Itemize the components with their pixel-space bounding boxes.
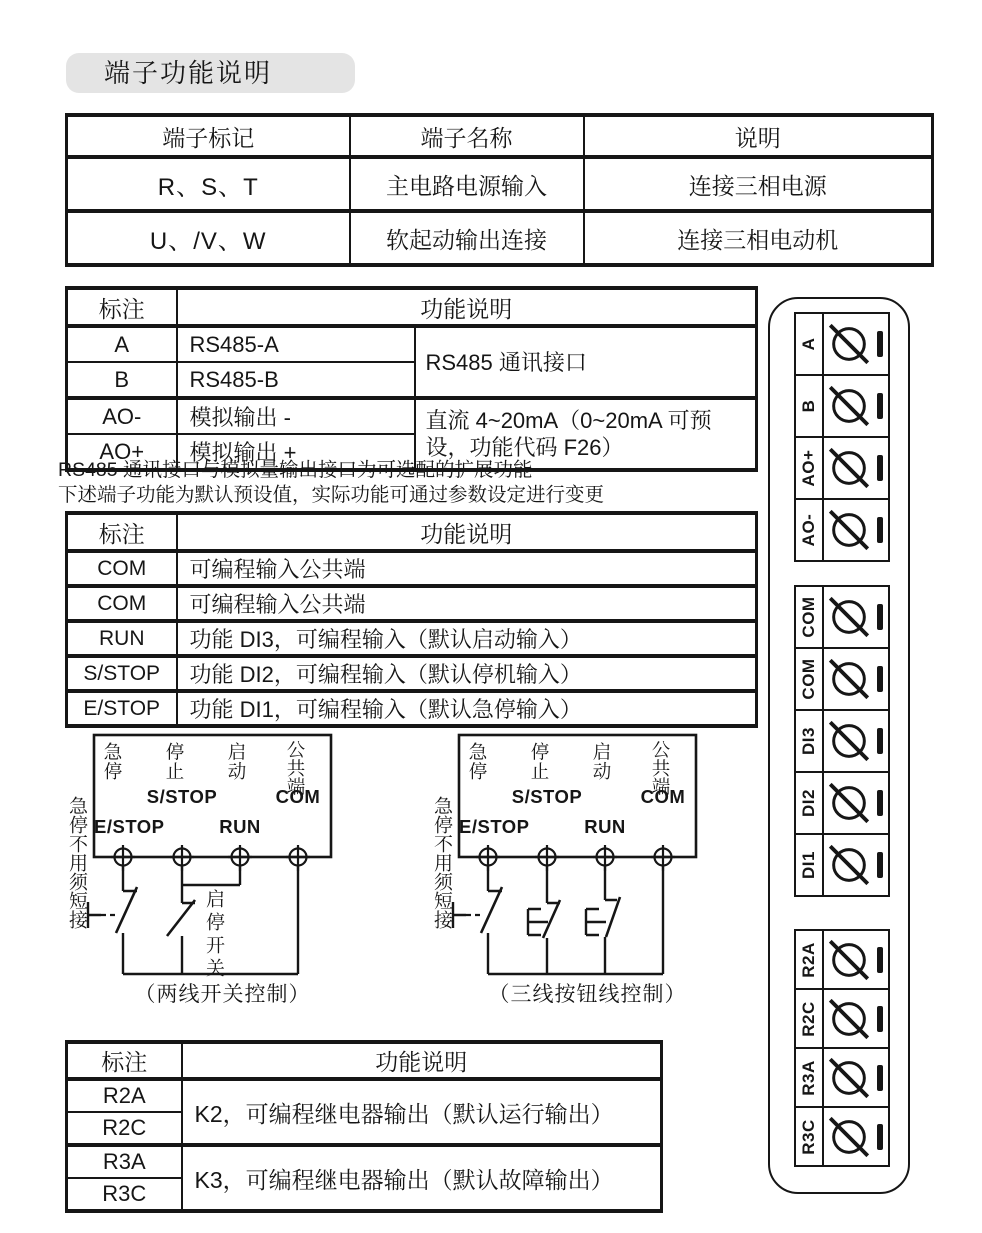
table-cell: 模拟输出 - (177, 398, 415, 434)
three-wire-control-diagram (420, 722, 755, 1012)
terminal-cell (796, 436, 888, 498)
screw-slot-icon (826, 321, 872, 367)
terminal-label-text: COM (799, 658, 818, 700)
terminal-label-text: B (799, 399, 818, 413)
header-cell: 标注 (67, 1042, 182, 1079)
header-cell: 端子标记 (67, 115, 350, 157)
terminal-label (796, 835, 824, 895)
table-cell: B (67, 362, 177, 398)
terminal-label-text: COM (799, 596, 818, 638)
table-cell: 可编程输入公共端 (177, 551, 757, 586)
terminal-label-text: DI3 (799, 727, 818, 755)
table-cell: R2C (67, 1112, 182, 1145)
screw-terminal-icon (824, 931, 888, 988)
merged-note-cell: RS485 通讯接口 (415, 326, 757, 398)
wire-slot-bar (877, 666, 883, 692)
terminal-label-text: DI1 (799, 851, 818, 879)
terminal-label-text: A (799, 337, 818, 351)
terminal-cell (796, 314, 888, 374)
screw-terminal-icon (824, 438, 888, 498)
estop-switch (453, 887, 502, 933)
estop-jumper-note: 急停不用须短接 (66, 796, 87, 929)
screw-terminal-icon (824, 835, 888, 895)
screw-slot-icon (826, 445, 872, 491)
terminal-cell (796, 498, 888, 560)
wire-slot-bar (877, 852, 883, 878)
header-cell: 说明 (584, 115, 933, 157)
screw-terminal-icon (824, 649, 888, 709)
table-row (67, 1079, 662, 1112)
screw-terminal-icon (824, 773, 888, 833)
terminal-label-text: R3C (799, 1118, 818, 1155)
table-cell: A (67, 326, 177, 362)
table-cell: COM (67, 551, 177, 586)
screw-slot-icon (826, 996, 872, 1042)
merged-note-cell: K2，可编程继电器输出（默认运行输出） (182, 1079, 662, 1145)
merged-note-cell: K3，可编程继电器输出（默认故障输出） (182, 1145, 662, 1211)
screw-slot-icon (826, 842, 872, 888)
start-pushbutton-no (586, 897, 620, 937)
screw-terminal-icon (824, 500, 888, 560)
start-top-label: 启动 (591, 742, 612, 781)
terminal-label-text: DI2 (799, 789, 818, 817)
screw-terminal-icon (824, 1049, 888, 1106)
wire-slot-bar (877, 947, 883, 973)
terminal-label (796, 1049, 824, 1106)
terminal-cell (796, 1047, 888, 1106)
terminal-cell (796, 988, 888, 1047)
table-cell: E/STOP (67, 691, 177, 726)
two-wire-control-diagram (55, 722, 390, 1012)
diagram-caption: （两线开关控制） (134, 983, 311, 1006)
screw-terminal-icon (824, 376, 888, 436)
terminal-label (796, 438, 824, 498)
estop-switch (88, 887, 137, 933)
table-cell: 连接三相电动机 (584, 211, 933, 265)
estop-terminal-label: E/STOP (94, 816, 165, 837)
screw-terminal-icon (824, 314, 888, 374)
terminal-label (796, 314, 824, 374)
wire-slot-bar (877, 455, 883, 481)
table-cell: RUN (67, 621, 177, 656)
terminal-label (796, 1108, 824, 1165)
screw-terminal-icon (824, 587, 888, 647)
terminal-cell (796, 374, 888, 436)
header-cell: 标注 (67, 513, 177, 551)
screw-slot-icon (826, 937, 872, 983)
terminal-label-text: R2C (799, 1000, 818, 1037)
wire-slot-bar (877, 604, 883, 630)
start-top-label: 启动 (226, 742, 247, 781)
header-cell: 功能说明 (177, 288, 757, 326)
table-cell: AO- (67, 398, 177, 434)
run-terminal-label: RUN (219, 816, 261, 837)
estop-jumper-note: 急停不用须短接 (431, 796, 452, 929)
table-cell: 模拟输出 + (177, 434, 415, 470)
table-cell: 可编程输入公共端 (177, 586, 757, 621)
run-terminal-label: RUN (584, 816, 626, 837)
screw-slot-icon (826, 780, 872, 826)
wire-slot-bar (877, 728, 883, 754)
table-row (67, 586, 757, 621)
terminal-label (796, 587, 824, 647)
table-row (67, 1145, 662, 1178)
wire-slot-bar (877, 790, 883, 816)
screw-terminal-icon (824, 990, 888, 1047)
header-cell: 端子名称 (350, 115, 584, 157)
terminal-label-text: AO- (799, 513, 818, 547)
wire-slot-bar (877, 517, 883, 543)
screw-slot-icon (826, 718, 872, 764)
table-row (67, 551, 757, 586)
table-cell: R3A (67, 1145, 182, 1178)
table-row (67, 691, 757, 726)
terminal-label-text: R3A (799, 1059, 818, 1096)
table-header-row (67, 115, 933, 157)
terminal-label-text: AO+ (799, 449, 818, 487)
screw-slot-icon (826, 656, 872, 702)
run-stop-switch (167, 900, 195, 936)
digital-input-table (65, 511, 758, 728)
merged-note-cell: 直流 4~20mA（0~20mA 可预设，功能代码 F26） (415, 398, 757, 470)
table-cell: 主电路电源输入 (350, 157, 584, 211)
table-header-row (67, 288, 757, 326)
table-row (67, 157, 933, 211)
table-cell: R3C (67, 1178, 182, 1211)
header-cell: 功能说明 (182, 1042, 662, 1079)
terminal-label (796, 990, 824, 1047)
terminal-label (796, 773, 824, 833)
stop-top-label: 停止 (164, 742, 185, 781)
terminal-label (796, 649, 824, 709)
table-cell: S/STOP (67, 656, 177, 691)
table-row (67, 398, 757, 434)
common-top-label: 公共端 (285, 740, 306, 796)
table-row (67, 211, 933, 265)
wire-slot-bar (877, 393, 883, 419)
relay-output-table (65, 1040, 663, 1213)
terminal-group-digital-inputs (794, 585, 890, 897)
screw-slot-icon (826, 1114, 872, 1160)
table-cell: 连接三相电源 (584, 157, 933, 211)
note-block (58, 458, 738, 508)
table-cell: AO+ (67, 434, 177, 470)
terminal-block-panel (768, 297, 910, 1194)
power-terminal-table (65, 113, 934, 267)
table-header-row (67, 513, 757, 551)
table-cell: 软起动输出连接 (350, 211, 584, 265)
terminal-cell (796, 587, 888, 647)
table-cell: COM (67, 586, 177, 621)
terminal-cell (796, 647, 888, 709)
table-cell: RS485-A (177, 326, 415, 362)
wire-slot-bar (877, 331, 883, 357)
screw-slot-icon (826, 507, 872, 553)
table-cell: U、/V、W (67, 211, 350, 265)
page-title: 端子功能说明 (66, 53, 355, 93)
terminal-label (796, 376, 824, 436)
table-row (67, 621, 757, 656)
terminal-label-text: R2A (799, 941, 818, 978)
estop-top-label: 急停 (102, 742, 123, 781)
terminal-cell (796, 931, 888, 988)
screw-slot-icon (826, 1055, 872, 1101)
com-terminal-label: COM (640, 786, 686, 807)
run-stop-switch-label: 启停开关 (203, 889, 224, 981)
terminal-cell (796, 709, 888, 771)
terminal-cell (796, 771, 888, 833)
header-cell: 标注 (67, 288, 177, 326)
terminal-label (796, 931, 824, 988)
wires (488, 865, 663, 974)
table-cell: 功能 DI2，可编程输入（默认停机输入） (177, 656, 757, 691)
wire-slot-bar (877, 1006, 883, 1032)
terminal-label (796, 711, 824, 771)
table-cell: R2A (67, 1079, 182, 1112)
table-cell: RS485-B (177, 362, 415, 398)
table-cell: 功能 DI3，可编程输入（默认启动输入） (177, 621, 757, 656)
terminal-cell (796, 1106, 888, 1165)
terminal-group-relay-outputs (794, 929, 890, 1167)
table-header-row (67, 1042, 662, 1079)
note-line: RS485 通讯接口与模拟量输出接口为可选配的扩展功能 (58, 459, 533, 481)
table-row (67, 656, 757, 691)
table-row (67, 326, 757, 362)
estop-terminal-label: E/STOP (459, 816, 530, 837)
header-cell: 功能说明 (177, 513, 757, 551)
terminal-label (796, 500, 824, 560)
screw-terminal-icon (824, 1108, 888, 1165)
expansion-terminal-table (65, 286, 758, 472)
wire-slot-bar (877, 1065, 883, 1091)
screw-slot-icon (826, 383, 872, 429)
terminal-group-comm-analog (794, 312, 890, 562)
diagram-caption: （三线按钮线控制） (488, 983, 687, 1006)
table-cell: R、S、T (67, 157, 350, 211)
note-line: 下述端子功能为默认预设值，实际功能可通过参数设定进行变更 (58, 484, 605, 506)
screw-slot-icon (826, 594, 872, 640)
stop-top-label: 停止 (529, 742, 550, 781)
sstop-terminal-label: S/STOP (511, 786, 583, 807)
terminal-cell (796, 833, 888, 895)
stop-pushbutton-nc (528, 900, 560, 938)
table-cell: 功能 DI1，可编程输入（默认急停输入） (177, 691, 757, 726)
screw-terminal-icon (824, 711, 888, 771)
wire-slot-bar (877, 1124, 883, 1150)
estop-top-label: 急停 (467, 742, 488, 781)
common-top-label: 公共端 (650, 740, 671, 796)
sstop-terminal-label: S/STOP (146, 786, 218, 807)
com-terminal-label: COM (275, 786, 321, 807)
